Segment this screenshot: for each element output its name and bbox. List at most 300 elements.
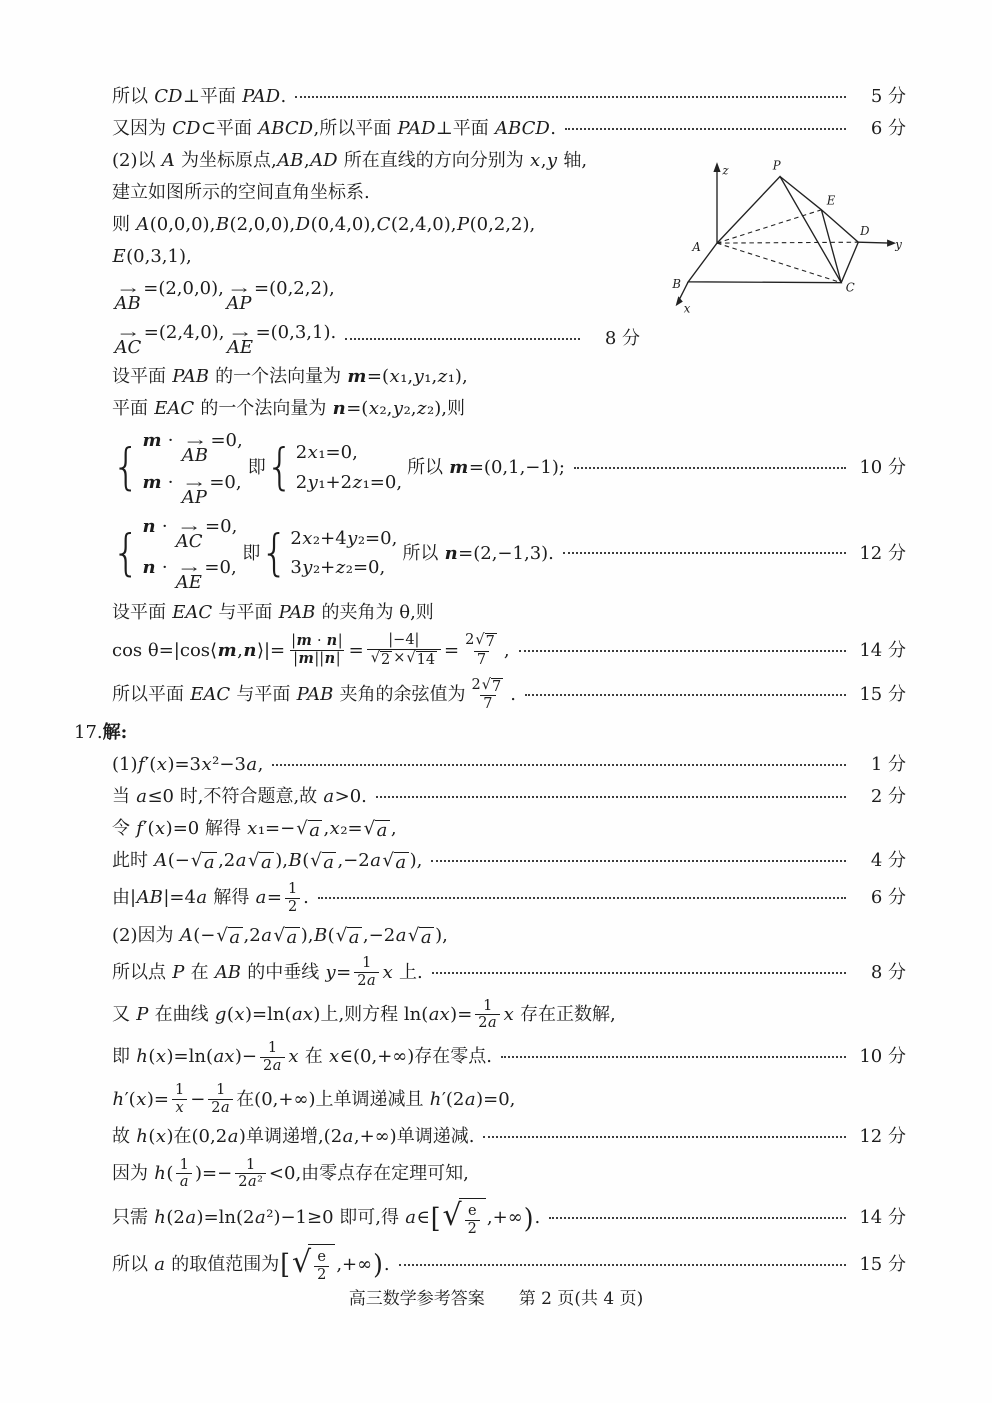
math-var: A (161, 150, 175, 172)
text-run: (2)因为 A(− √ a ,2a √ a ),B( √ a ,−2a √ a ), (112, 924, 448, 948)
score-label: 6 分 (870, 887, 906, 909)
math-var: x (175, 1100, 184, 1117)
radical-icon: √ (406, 650, 416, 667)
arrowhead-z-icon (713, 162, 720, 172)
math-bold (332, 398, 346, 419)
text-run: x 在 x∈(0,+∞)存在零点. (288, 1046, 493, 1068)
text-run: − (190, 1088, 206, 1110)
math-var: a (420, 926, 432, 948)
math-var: AE (226, 336, 254, 358)
math-fraction (462, 632, 501, 668)
radicand (259, 852, 274, 874)
math-var: a (395, 924, 407, 946)
math-var: x (382, 961, 393, 983)
math-bold (449, 457, 469, 478)
equation-system (112, 514, 237, 594)
vector-over-arrow (181, 434, 208, 466)
text-run: . (510, 684, 516, 706)
math-var: x (288, 1046, 299, 1068)
math-var: B (313, 924, 328, 946)
math-var: D (295, 214, 311, 236)
answer-line (112, 116, 906, 142)
text-run: . (534, 1207, 541, 1229)
dotted-leader (525, 694, 846, 696)
text-run: 设平面 EAC 与平面 PAB 的夹角为 θ,则 (112, 601, 434, 623)
edge-apcb (688, 177, 841, 283)
big-delimiter: [ (430, 1202, 441, 1234)
radical-icon: √ (475, 632, 485, 649)
axis-y-line (858, 242, 890, 243)
math-var: AP (226, 293, 252, 314)
vector-arrow-icon: → (230, 283, 248, 297)
text-run: = (348, 639, 364, 661)
math-var: a (221, 1100, 230, 1117)
answer-line (112, 997, 906, 1033)
vector-arrow-icon: → (185, 476, 203, 491)
fraction-denominator: 2 (314, 1266, 329, 1284)
text-run: 设平面 PAB 的一个法向量为 m=(x₁,y₁,z₁), (112, 366, 468, 387)
dotted-leader (519, 650, 846, 652)
math-var: x (368, 398, 379, 419)
text-run: 因为 h( (112, 1163, 174, 1185)
score-label: 8 分 (870, 961, 906, 983)
dotted-leader (432, 972, 846, 974)
vertex-label-c: C (845, 280, 855, 295)
text-run: 由|AB|=4a 解得 a= (112, 887, 282, 909)
math-fraction (176, 1157, 192, 1191)
text-run: 建立如图所示的空间直角坐标系. (112, 182, 370, 204)
fraction-numerator: 1 (362, 955, 372, 972)
text-run: E(0,3,1), (112, 246, 192, 268)
fraction-numerator: 2 √ 7 (465, 632, 495, 651)
answer-line (112, 180, 640, 206)
math-var: a (376, 820, 388, 842)
math-var: P (457, 214, 470, 236)
math-var: a (323, 786, 335, 808)
math-var: z (437, 366, 448, 387)
sqrt (406, 651, 437, 669)
math-var: AB (214, 961, 242, 983)
vector-text (114, 295, 141, 314)
math-var: EAC (172, 601, 213, 623)
math-fraction (475, 998, 500, 1032)
vector-text (175, 530, 203, 552)
text-run: . (383, 1253, 390, 1275)
dotted-leader (574, 467, 846, 469)
math-var: y (546, 150, 558, 172)
text-run: 即 h(x)=ln(ax)− (112, 1046, 258, 1068)
score-label: 15 分 (859, 684, 906, 706)
sqrt (296, 820, 322, 842)
big-delimiter: [ (280, 1248, 290, 1281)
dotted-leader (501, 1056, 846, 1058)
answer-lines-container (74, 84, 906, 1285)
cases-rows (142, 514, 237, 594)
score-label: 15 分 (859, 1253, 906, 1275)
score-label: 14 分 (859, 639, 906, 661)
vector-arrow-icon: → (186, 434, 204, 449)
math-var: x (234, 1004, 245, 1026)
text-run: 所以 m=(0,1,−1); (407, 456, 565, 478)
math-var: ax (428, 1004, 450, 1026)
cases-rows (142, 428, 243, 508)
math-var: a (488, 1015, 497, 1032)
math-fraction (285, 881, 300, 915)
math-var: PAB (172, 366, 209, 387)
math-var: a (227, 1125, 239, 1147)
math-var: x (155, 1046, 167, 1068)
vector-over-arrow (175, 520, 203, 552)
fraction-denominator: 2a² (235, 1173, 266, 1191)
text-run: ,+∞ (486, 1207, 523, 1229)
text-run: (1)f′(x)=3x²−3a, (112, 754, 264, 776)
score-label: 1 分 (870, 754, 906, 776)
fraction-denominator: 2a (260, 1057, 285, 1075)
math-var: CD (154, 86, 183, 108)
vector-over-arrow (175, 562, 202, 594)
text-run: 所以平面 EAC 与平面 PAB 夹角的余弦值为 (112, 684, 466, 706)
math-var: EAC (154, 398, 195, 419)
score-label: 10 分 (859, 1046, 906, 1068)
text-run: 17.解: (74, 722, 128, 744)
math-var: h (136, 1046, 148, 1068)
math-var: AB (277, 150, 304, 172)
math-var: a (323, 852, 334, 874)
radicand (308, 1244, 335, 1284)
fraction-denominator: 2a (208, 1099, 233, 1117)
cases-rows (290, 526, 397, 581)
axis-label-x: x (683, 301, 691, 316)
vertex-label-e: E (826, 193, 836, 208)
math-var: z (352, 471, 363, 493)
math-var: x (201, 754, 212, 776)
fraction-numerator: 1 (483, 997, 493, 1014)
math-var: f (136, 818, 143, 840)
math-bold (298, 650, 314, 667)
score-label: 4 分 (870, 850, 906, 872)
fraction-numerator: 1 (287, 881, 298, 898)
math-var: AP (181, 486, 207, 508)
math-var: a (342, 1125, 354, 1147)
math-var: g (214, 1004, 227, 1026)
math-var: a (367, 973, 376, 990)
math-var: x (389, 366, 400, 387)
vector-arrow-icon: → (119, 283, 137, 297)
score-label: 6 分 (870, 118, 906, 140)
radicand (419, 927, 434, 949)
math-var: EAC (190, 684, 231, 706)
sqrt (191, 852, 217, 874)
math-var: a (246, 754, 258, 776)
math-var: AC (175, 530, 203, 552)
dotted-leader (399, 1264, 846, 1266)
fraction-denominator: 2 (285, 898, 300, 916)
radical-icon: √ (310, 850, 322, 872)
edge-pe-ed-dc-ec (780, 177, 858, 283)
math-var: a (272, 1057, 282, 1074)
radicand (347, 927, 362, 949)
dotted-leader (483, 1136, 846, 1138)
sqrt-fraction (443, 1198, 486, 1238)
fraction-numerator: 1 (245, 1156, 256, 1173)
text-run: , (503, 639, 510, 661)
score-label: 8 分 (604, 328, 640, 350)
math-var: h (112, 1088, 125, 1110)
math-var: a (179, 1174, 189, 1191)
score-label: 12 分 (859, 542, 906, 564)
math-var: B (288, 850, 302, 872)
radicand (202, 852, 217, 874)
math-var: h (154, 1163, 166, 1185)
fraction-denominator: 2a (475, 1014, 500, 1032)
vector-over-arrow (181, 476, 207, 508)
text-run: 当 a≤0 时,不符合题意,故 a>0. (112, 786, 367, 808)
math-var: m (449, 456, 469, 478)
math-var: n (444, 542, 458, 564)
math-bold (142, 557, 156, 578)
math-var: m (296, 632, 312, 650)
text-run: x 上. (382, 961, 423, 983)
cases-brace-icon: { (112, 524, 140, 582)
math-var: x (136, 1088, 147, 1110)
vector-text (226, 336, 254, 358)
sqrt (310, 852, 336, 874)
math-var: x (155, 1125, 167, 1147)
math-var: ax (292, 1004, 313, 1026)
text-run: x 存在正数解, (503, 1004, 616, 1026)
answer-line (112, 752, 906, 778)
radicand (228, 927, 243, 949)
fraction-denominator (176, 1173, 192, 1191)
radicand (394, 852, 409, 874)
math-var: m (142, 471, 162, 493)
answer-line (112, 84, 906, 110)
math-var: a (260, 852, 272, 874)
math-var: a (395, 852, 407, 874)
cases-row: m · → AP =0, (142, 471, 242, 508)
math-bold: 解: (102, 722, 128, 744)
text-run: = (444, 639, 460, 661)
text-run: 所以 a 的取值范围为 (112, 1253, 280, 1275)
sqrt (273, 924, 299, 949)
axis-label-z: z (722, 163, 729, 178)
big-delimiter: ) (373, 1248, 383, 1281)
equation-system (260, 526, 397, 581)
text-run: 则 A(0,0,0),B(2,0,0),D(0,4,0),C(2,4,0),P(0,2,2), (112, 214, 536, 236)
big-delimiter: ) (523, 1202, 534, 1234)
math-fraction (367, 632, 441, 668)
math-bold (243, 640, 257, 661)
math-var: h (154, 1207, 166, 1229)
fraction-denominator: √ 2 × √ 14 (367, 649, 441, 669)
math-var: PAD (397, 118, 436, 140)
math-var: CD (172, 118, 201, 140)
math-var: m (298, 650, 314, 668)
fraction-denominator: 2 (465, 1220, 480, 1238)
cases-rows (296, 440, 402, 495)
math-var: y (413, 366, 424, 387)
hidden-edge-ad (717, 242, 858, 243)
figure-3d-pyramid (654, 150, 906, 320)
math-bold (444, 543, 458, 564)
answer-line (112, 1039, 906, 1075)
math-fraction (354, 955, 379, 989)
radical-icon: √ (363, 818, 376, 840)
vector-over-arrow (226, 326, 254, 358)
vector-over-arrow (226, 283, 252, 314)
cases-row: n · → AE =0, (142, 557, 237, 594)
text-run: 即 (247, 456, 266, 478)
math-var: a (235, 850, 247, 872)
dotted-leader (549, 1217, 846, 1219)
radical-icon: √ (370, 650, 380, 667)
math-var: AB (114, 293, 141, 314)
math-var: A (136, 214, 150, 236)
math-var: x (530, 150, 541, 172)
text-run: 令 f′(x)=0 解得 x₁=− √ a ,x₂= √ a , (112, 818, 397, 842)
sqrt (335, 924, 362, 949)
answer-line (112, 954, 906, 990)
text-run: 此时 A(− √ a ,2a √ a ),B( √ a ,−2a √ a ), (112, 850, 423, 874)
vertex-label-a: A (692, 240, 701, 255)
cases-brace-icon: { (265, 439, 294, 497)
math-var: y (392, 398, 404, 419)
math-var: f (138, 754, 145, 776)
text-run: → AB =(2,0,0), → AP =(0,2,2), (114, 278, 335, 314)
text-run: cos θ=|cos⟨m,n⟩|= (112, 639, 286, 661)
math-bold (142, 516, 156, 537)
text-run: 又因为 CD⊂平面 ABCD,所以平面 PAD⊥平面 ABCD. (112, 118, 557, 140)
answer-line (112, 880, 906, 916)
sqrt (382, 852, 408, 874)
vector-over-arrow (114, 283, 141, 314)
vector-over-arrow (114, 326, 142, 358)
math-var: E (112, 246, 126, 268)
fraction-numerator: 1 (267, 1040, 278, 1057)
dotted-leader (295, 96, 846, 98)
math-var: y (325, 961, 336, 983)
fraction-denominator: 7 (480, 695, 495, 713)
answer-line (112, 212, 640, 238)
score-label: 12 分 (859, 1125, 906, 1147)
math-var: x (247, 818, 258, 840)
math-var: h (429, 1088, 442, 1110)
answer-line (112, 631, 906, 669)
score-label: 10 分 (859, 456, 906, 478)
math-var: n (324, 650, 336, 668)
math-var: AE (175, 572, 202, 594)
figure-edges-solid (678, 168, 890, 301)
answer-line (112, 364, 906, 390)
text-run: 所以 CD⊥平面 PAD. (112, 86, 287, 108)
math-var: B (215, 214, 230, 236)
radical-icon: √ (481, 676, 492, 693)
radicand: 2 (380, 652, 391, 669)
radicand: 7 (492, 678, 502, 695)
text-run: 又 P 在曲线 g(x)=ln(ax)上,则方程 ln(ax)= (112, 1004, 473, 1026)
math-var: a (464, 1088, 476, 1110)
fraction-numerator: 2 √ 7 (471, 676, 502, 695)
math-fraction (208, 1082, 233, 1116)
answer-line (112, 1198, 906, 1238)
answer-line (112, 1081, 906, 1117)
math-var: a (405, 1207, 416, 1229)
radical-icon: √ (442, 1198, 462, 1234)
math-bold (326, 632, 338, 649)
answer-line (112, 599, 906, 625)
fraction-numerator: 1 (179, 1156, 189, 1173)
radical-icon: √ (190, 850, 203, 872)
score-label: 2 分 (870, 786, 906, 808)
text-run: . (303, 887, 309, 909)
radical-icon: √ (296, 818, 308, 840)
text-run: 只需 h(2a)=ln(2a²)−1≥0 即可,得 a∈ (112, 1207, 430, 1229)
fraction-numerator: 1 (174, 1082, 185, 1099)
answer-line (112, 676, 906, 714)
math-var: h (136, 1125, 148, 1147)
dotted-leader (345, 338, 580, 340)
math-var: x (302, 527, 313, 549)
vector-text (226, 295, 252, 314)
math-var: P (136, 1004, 149, 1026)
text-run: 所以点 P 在 AB 的中垂线 y= (112, 961, 352, 983)
sqrt (216, 924, 242, 949)
radical-icon: √ (335, 924, 348, 946)
math-var: a (286, 926, 298, 948)
math-var: C (376, 214, 391, 236)
text-run: 所以 n=(2,−1,3). (402, 542, 554, 564)
sqrt-fraction (292, 1244, 335, 1284)
fraction-denominator (172, 1099, 187, 1117)
cases-row: 2y₁+2z₁=0, (295, 471, 403, 493)
math-var: z (417, 398, 427, 419)
math-var: a (154, 1253, 165, 1275)
text-run: )=− (195, 1163, 233, 1185)
arrowhead-x-icon (676, 296, 683, 306)
pyramid-diagram (654, 150, 906, 320)
dotted-leader (272, 764, 846, 766)
math-var: a (348, 926, 360, 948)
cases-brace-icon: { (260, 524, 289, 582)
math-var: a (247, 1174, 257, 1191)
math-var: x (329, 818, 340, 840)
vertex-label-d: D (860, 224, 870, 238)
dotted-leader (318, 897, 846, 899)
vector-text (181, 444, 208, 466)
math-var: n (142, 557, 156, 579)
answer-line (112, 276, 640, 314)
answer-line (112, 848, 906, 874)
answer-line (112, 428, 906, 508)
math-bold (296, 632, 312, 649)
text-run: h′(x)= (112, 1088, 169, 1110)
math-var: P (172, 961, 185, 983)
math-var: x (503, 1004, 514, 1026)
cases-row: 3y₂+z₂=0, (290, 557, 386, 579)
dotted-leader (565, 128, 846, 130)
math-var: AC (114, 336, 142, 358)
math-fraction (260, 1040, 285, 1074)
math-fraction (465, 1203, 480, 1237)
vector-arrow-icon: → (119, 326, 137, 341)
text-run: 在(0,+∞)上单调递减且 h′(2a)=0, (236, 1088, 516, 1110)
math-var: m (217, 639, 237, 661)
vector-text (181, 486, 207, 508)
math-bold (217, 640, 237, 661)
vector-arrow-icon: → (180, 520, 198, 535)
text-run: → AC =(2,4,0), → AE =(0,3,1). (114, 321, 337, 358)
radicand (375, 820, 390, 842)
